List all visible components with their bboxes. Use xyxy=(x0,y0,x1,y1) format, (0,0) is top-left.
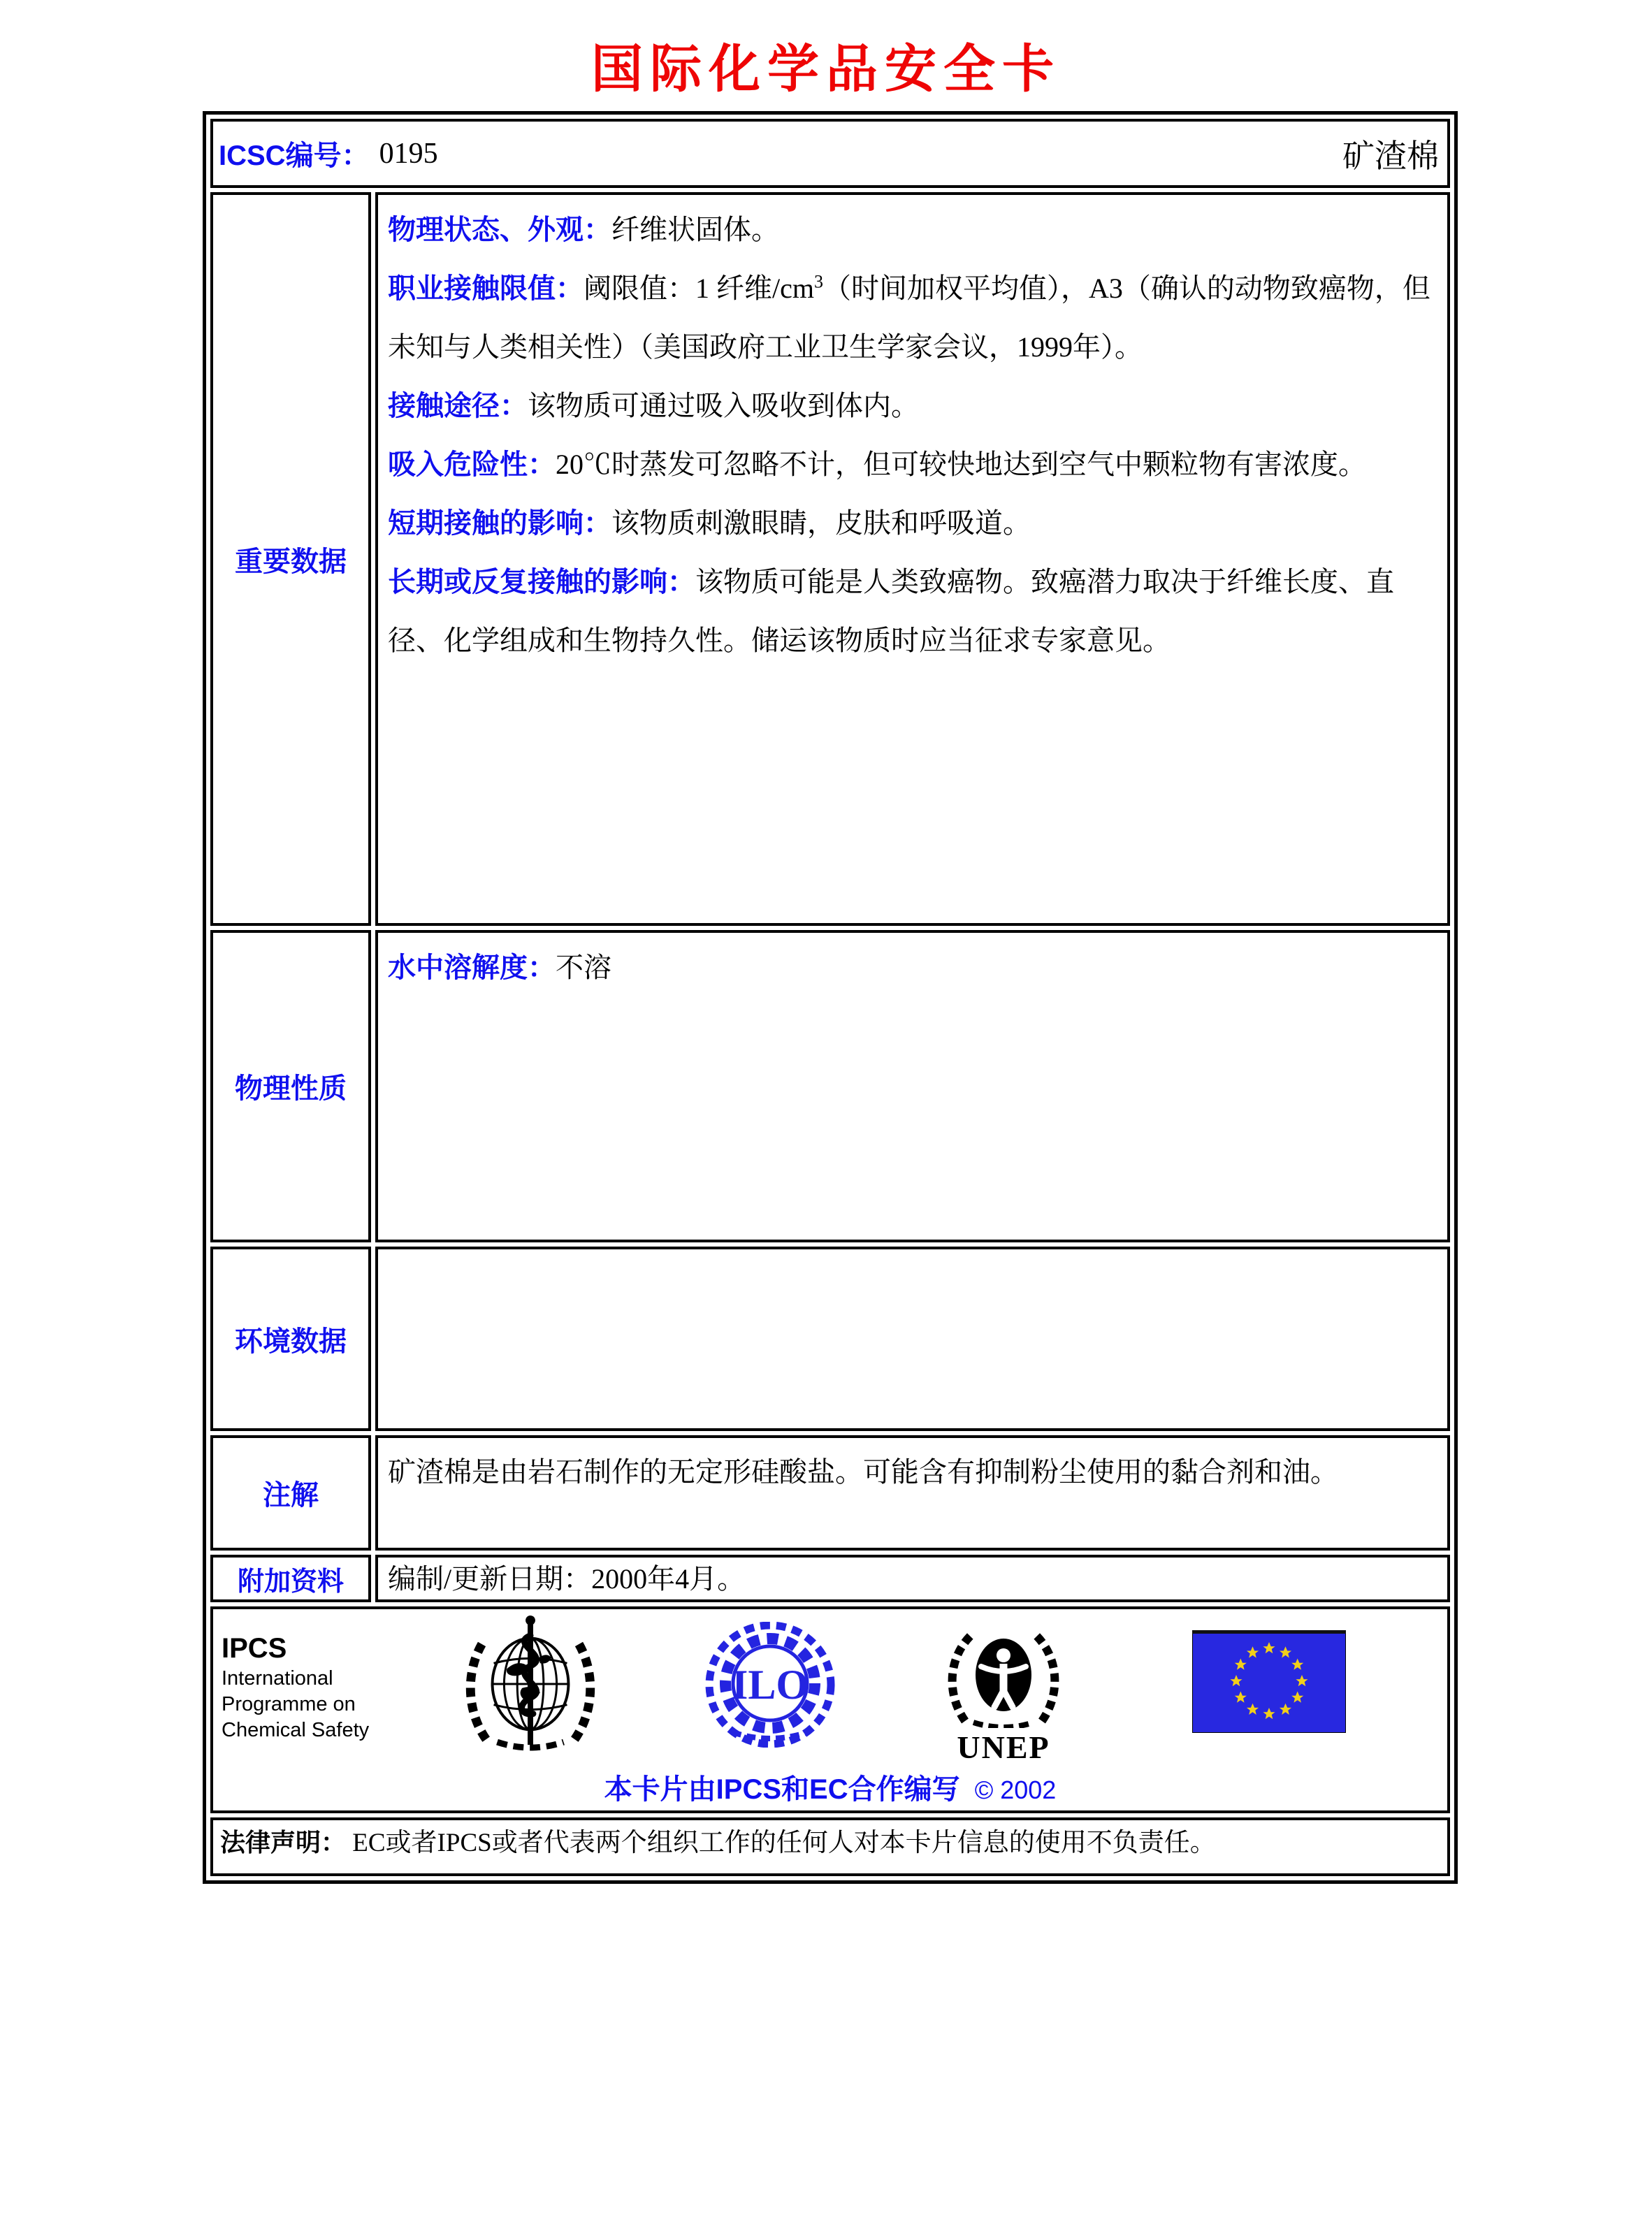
ilo-letters: ILO xyxy=(731,1662,809,1708)
ipcs-name: IPCS xyxy=(222,1633,287,1664)
additional-info-label: 附加资料 xyxy=(210,1555,371,1602)
who-logo-icon xyxy=(461,1615,600,1755)
legal-cell xyxy=(210,1817,1450,1876)
field-short-term-effects: 短期接触的影响：该物质刺激眼睛，皮肤和呼吸道。 xyxy=(388,507,1031,539)
copyright-year: © 2002 xyxy=(974,1776,1057,1804)
section-important-data xyxy=(210,192,1450,926)
substance-name: 矿渣棉 xyxy=(1342,138,1439,174)
notes-label: 注解 xyxy=(210,1435,371,1551)
copyright-line xyxy=(213,1767,1447,1807)
field-occupational-exposure-limit: 职业接触限值：阈限值：1 纤维$/cm^3$（时间加权平均值），A3（确认的动物致癌物，但未知与人类相关性）（美国政府工业卫生学家会议，1999年）。 xyxy=(388,271,1430,363)
ipcs-line-3: Chemical Safety xyxy=(222,1719,370,1741)
ipcs-text-block xyxy=(222,1633,370,1743)
section-physical-properties xyxy=(210,930,1450,1242)
legal-text: EC或者IPCS或者代表两个组织工作的任何人对本卡片信息的使用不负责任。 xyxy=(352,1829,1216,1857)
ipcs-line-1: International xyxy=(222,1667,333,1690)
section-additional-info xyxy=(210,1555,1450,1602)
important-data-label: 重要数据 xyxy=(210,192,371,926)
logos-row xyxy=(210,1606,1450,1813)
header-row xyxy=(210,119,1450,188)
field-long-term-effects: 长期或反复接触的影响：该物质可能是人类致癌物。致癌潜力取决于纤维长度、直径、化学组成和生物持久性。储运该物质时应当征求专家意见。 xyxy=(388,566,1394,656)
legal-label: 法律声明： xyxy=(220,1828,347,1857)
physical-properties-content xyxy=(375,930,1450,1242)
field-physical-state: 物理状态、外观：纤维状固体。 xyxy=(388,214,779,245)
page-title: 国际化学品安全卡 xyxy=(591,40,1061,98)
icsc-number-label: ICSC编号： xyxy=(219,140,370,171)
icsc-card-table xyxy=(203,111,1458,1884)
ilo-logo-icon xyxy=(704,1622,836,1751)
additional-info-content: 编制/更新日期：2000年4月。 xyxy=(375,1555,1450,1602)
copyright-text: 本卡片由IPCS和EC合作编写 xyxy=(604,1774,960,1805)
important-data-content xyxy=(375,192,1450,926)
ipcs-line-2: Programme on xyxy=(222,1693,356,1715)
section-environmental-data xyxy=(210,1247,1450,1431)
environmental-data-content xyxy=(375,1247,1450,1431)
notes-content: 矿渣棉是由岩石制作的无定形硅酸盐。可能含有抑制粉尘使用的黏合剂和油。 xyxy=(375,1435,1450,1551)
header-cell xyxy=(210,119,1450,188)
field-exposure-routes: 接触途径：该物质可通过吸入吸收到体内。 xyxy=(388,390,919,421)
environmental-data-label: 环境数据 xyxy=(210,1247,371,1431)
logos-cell xyxy=(210,1606,1450,1813)
section-notes xyxy=(210,1435,1450,1551)
physical-properties-label: 物理性质 xyxy=(210,930,371,1242)
legal-row xyxy=(210,1817,1450,1876)
field-water-solubility: 水中溶解度：不溶 xyxy=(388,952,611,983)
icsc-number-value: 0195 xyxy=(379,137,438,170)
superscript-3: 3 xyxy=(813,271,823,292)
unep-logo-icon xyxy=(944,1622,1063,1766)
unep-letters: UNEP xyxy=(957,1729,1050,1765)
field-inhalation-risk: 吸入危险性：20℃时蒸发可忽略不计，但可较快地达到空气中颗粒物有害浓度。 xyxy=(388,449,1366,480)
eu-flag-icon xyxy=(1192,1630,1346,1736)
